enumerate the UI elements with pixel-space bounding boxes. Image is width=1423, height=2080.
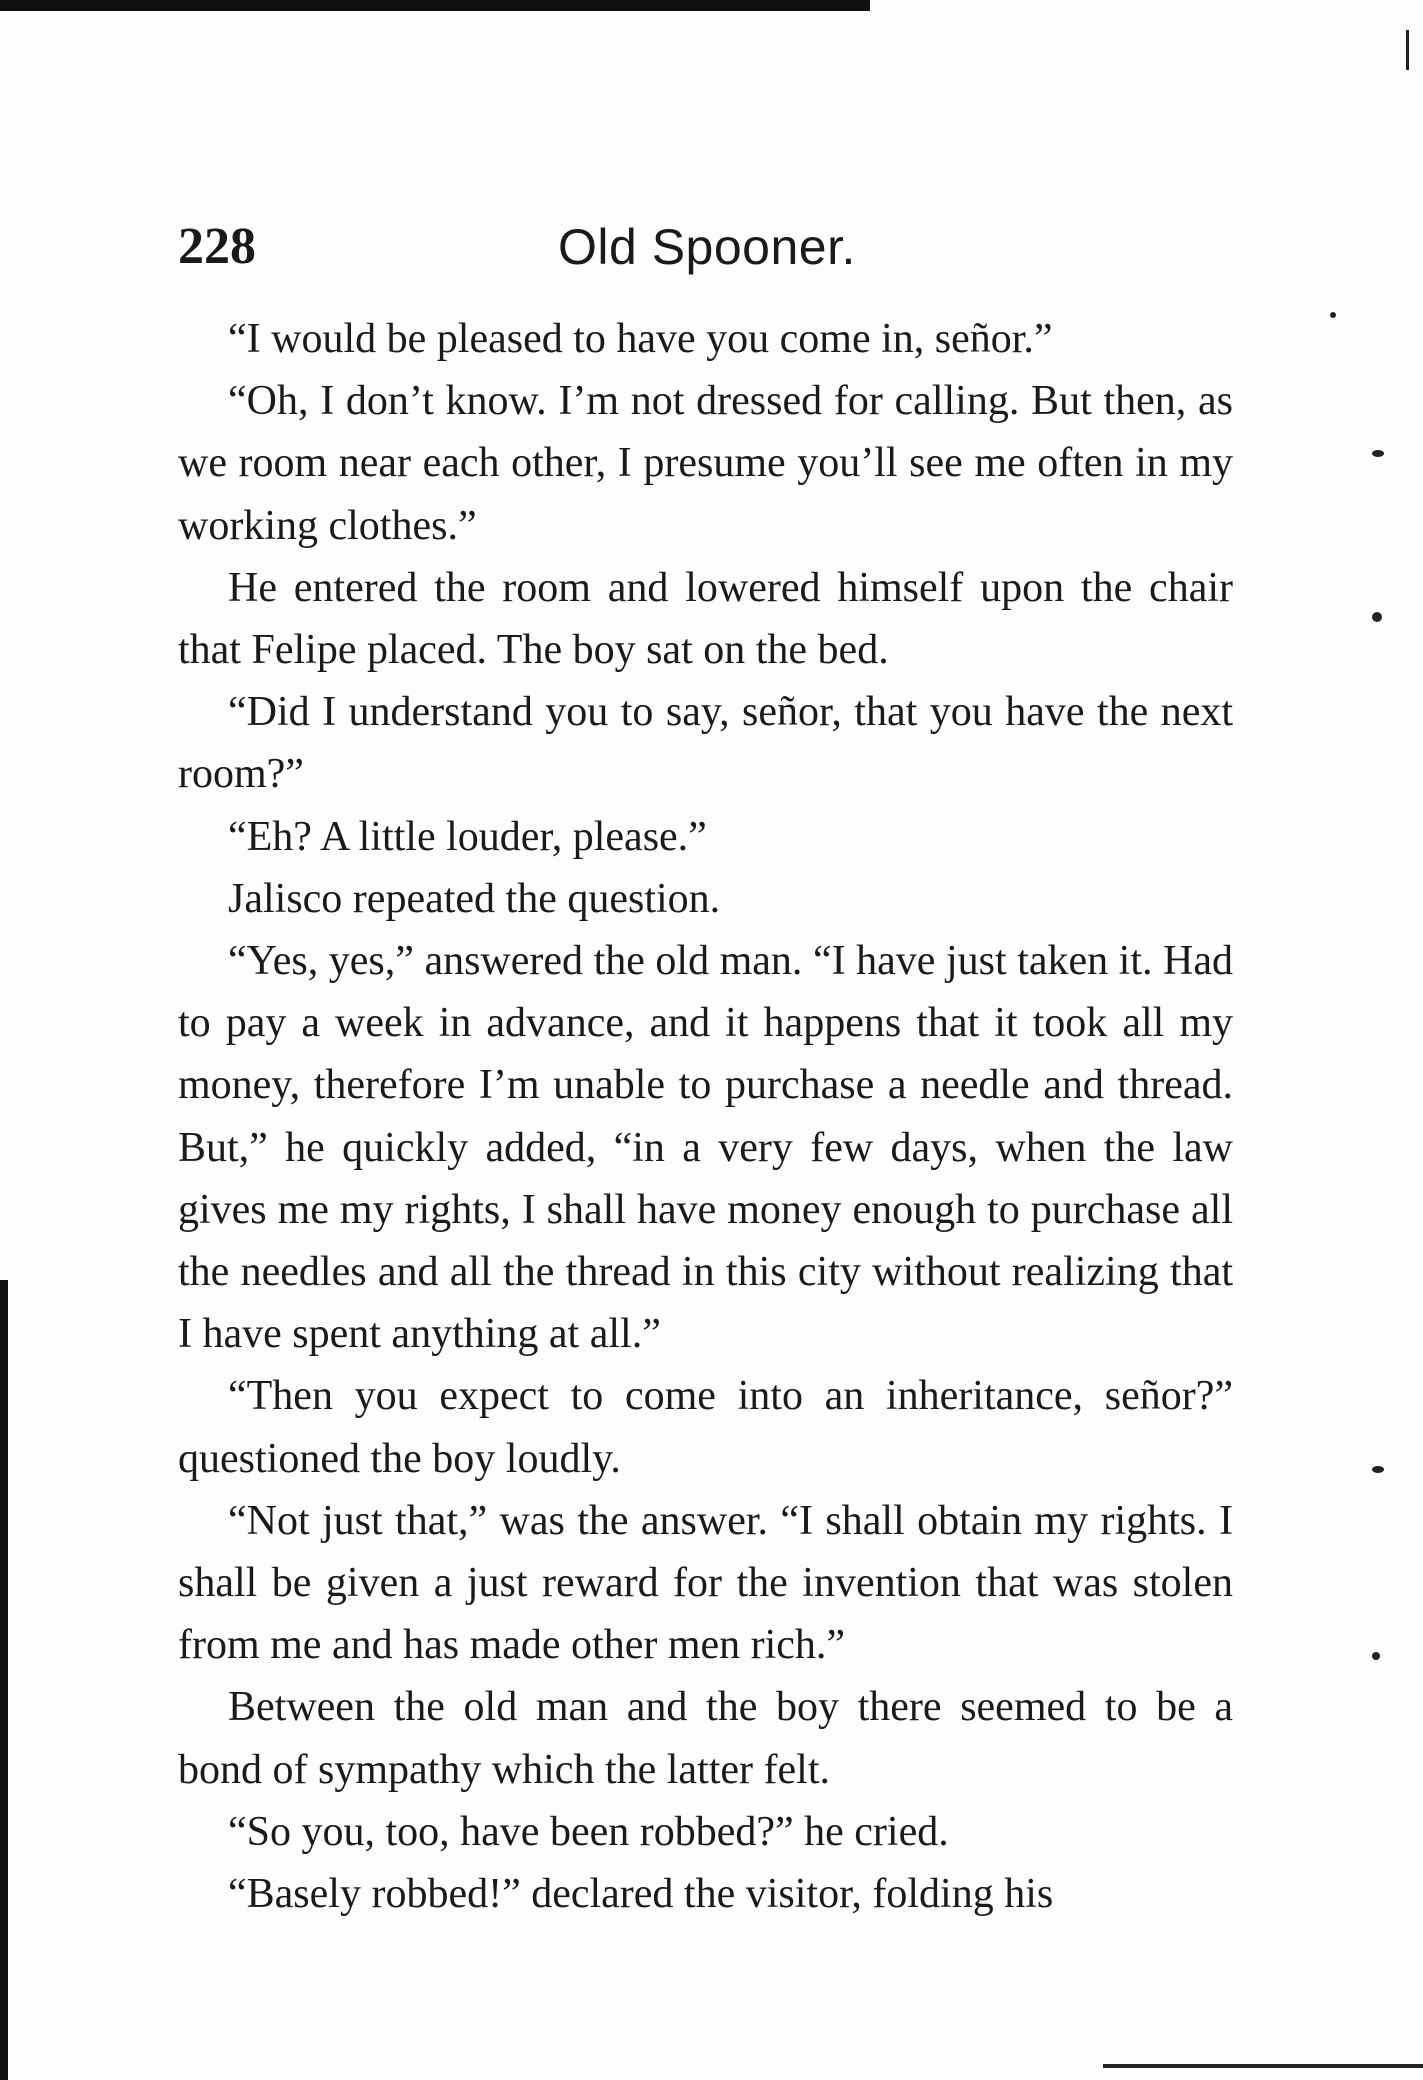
- page-header: [178, 212, 1233, 282]
- paragraph: “Oh, I don’t know. I’m not dressed for calling. But then, as we room near each other, I presume you’ll see me often in my working clothes.”: [178, 378, 1233, 549]
- left-edge-binding-shadow: [0, 1280, 8, 2080]
- ink-speck: [1372, 1466, 1384, 1473]
- paragraph: “Did I understand you to say, señor, that you have the next room?”: [178, 689, 1233, 798]
- paragraph: “So you, too, have been robbed?” he cried.: [228, 1808, 949, 1855]
- paragraph: “Eh? A little louder, please.”: [228, 813, 707, 860]
- ink-speck: [1372, 612, 1382, 622]
- bottom-edge-rule: [1103, 2064, 1423, 2068]
- paragraph: He entered the room and lowered himself upon the chair that Felipe placed. The boy sat on the bed.: [178, 564, 1233, 674]
- paragraph: “I would be pleased to have you come in, señor.”: [228, 316, 1053, 362]
- body-text: [178, 308, 1233, 1925]
- paragraph: “Yes, yes,” answered the old man. “I have just taken it. Had to pay a week in advance, and it happens that it took all my money, therefore I’m unable to purchase a needle and thread. But,” he quickly added, “in a very few days, when the law gives me my rights, I shall have money enough to purchase all the needles and all the thread in this city without realizing that I have spent anything at all.”: [178, 938, 1233, 1358]
- running-title: Old Spooner.: [558, 219, 856, 275]
- paragraph: Between the old man and the boy there seemed to be a bond of sympathy which the latter felt.: [178, 1684, 1233, 1793]
- ink-speck: [1372, 450, 1384, 457]
- paragraph: “Then you expect to come into an inheritance, señor?” questioned the boy loudly.: [178, 1373, 1233, 1482]
- paragraph: Jalisco repeated the question.: [228, 875, 721, 922]
- ink-speck: [1330, 312, 1336, 318]
- right-edge-mark: [1406, 30, 1409, 70]
- paragraph: “Not just that,” was the answer. “I shall obtain my rights. I shall be given a just reward for the invention that was stolen from me and has made other men rich.”: [178, 1497, 1233, 1669]
- top-edge-rule: [0, 0, 870, 11]
- page-number: 228: [178, 218, 256, 275]
- paragraph-continued: “Basely robbed!” declared the visitor, folding his: [228, 1871, 1054, 1918]
- ink-speck: [1372, 1652, 1380, 1660]
